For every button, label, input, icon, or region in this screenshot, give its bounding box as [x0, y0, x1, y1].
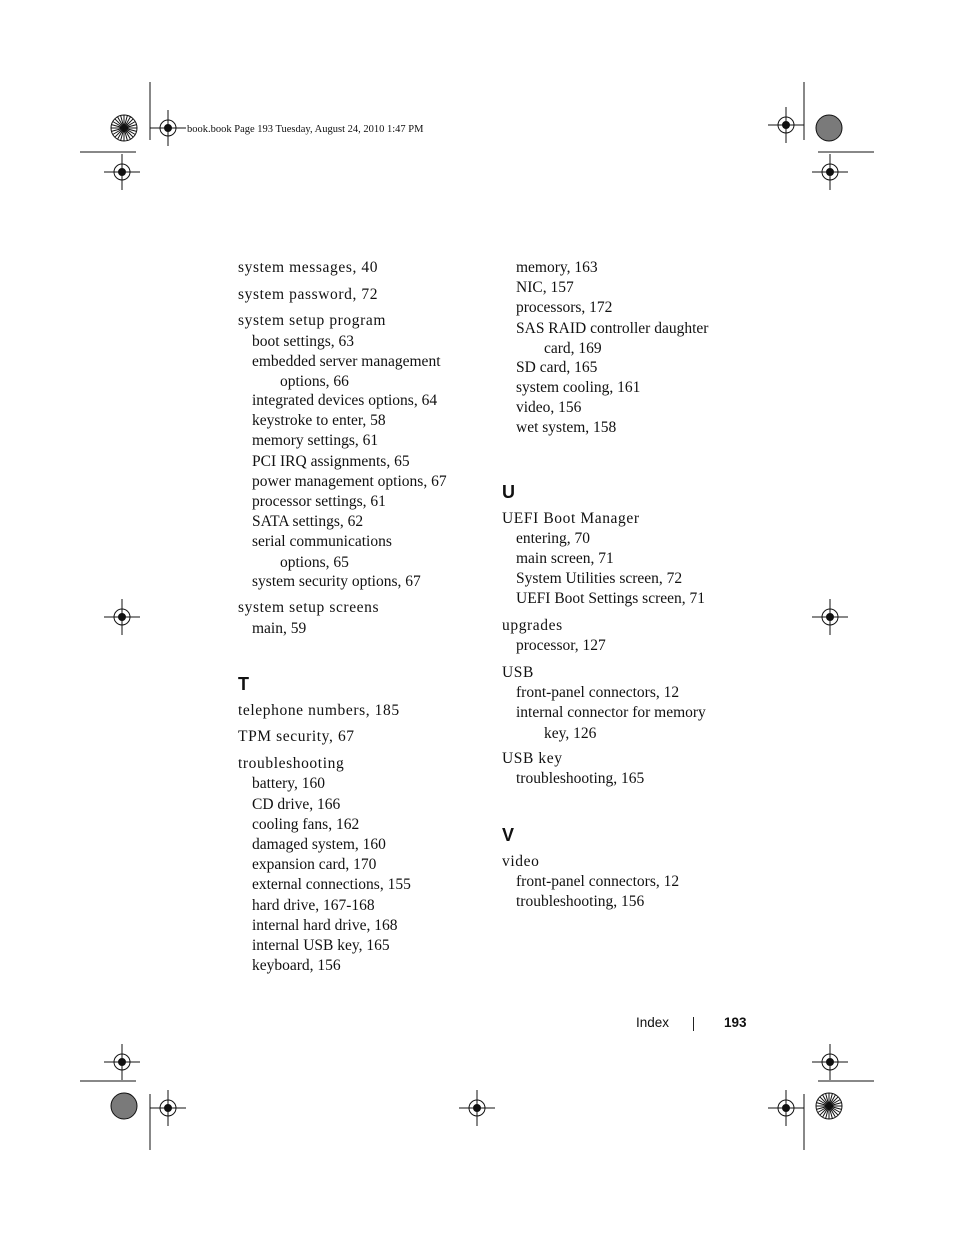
index-entry — [238, 598, 478, 638]
index-main-term: system setup screens — [238, 599, 380, 617]
index-letter-heading-t: T — [238, 673, 249, 694]
index-main-term: system messages, 40 — [238, 259, 379, 276]
index-subentry: SAS RAID controller daughter — [516, 319, 709, 337]
index-subentry: processor, 127 — [516, 637, 606, 655]
index-subentry-continuation: key, 126 — [544, 724, 597, 742]
index-subentry: damaged system, 160 — [252, 835, 386, 853]
index-entry — [502, 749, 742, 789]
print-header-line: book.book Page 193 Tuesday, August 24, 2010 1:47 PM — [187, 124, 424, 135]
index-subentry: SD card, 165 — [516, 358, 598, 376]
index-column-left — [238, 258, 478, 976]
index-subentry: PCI IRQ assignments, 65 — [252, 452, 410, 470]
index-entry — [502, 616, 742, 656]
index-main-term: system password, 72 — [238, 285, 379, 303]
index-entry — [238, 258, 478, 278]
index-main-term: telephone numbers, 185 — [238, 701, 400, 719]
index-subentry: battery, 160 — [252, 775, 326, 793]
index-entry — [238, 311, 478, 591]
index-main-term: TPM security, 67 — [238, 728, 355, 746]
index-entry — [502, 663, 742, 743]
index-subentry: memory settings, 61 — [252, 432, 379, 450]
index-subentry: front-panel connectors, 12 — [516, 872, 680, 890]
index-subentry: NIC, 157 — [516, 279, 574, 297]
index-subentry: integrated devices options, 64 — [252, 392, 438, 410]
index-subentry: processors, 172 — [516, 299, 613, 317]
index-entry — [238, 285, 478, 305]
index-subentry-continuation: card, 169 — [544, 339, 602, 357]
index-subentry: video, 156 — [516, 399, 582, 417]
index-main-term: video — [502, 852, 540, 870]
index-subentry: SATA settings, 62 — [252, 513, 364, 531]
index-subentry: system security options, 67 — [252, 572, 421, 590]
footer-section-label: Index — [636, 1015, 670, 1030]
index-subentry: memory, 163 — [516, 259, 598, 276]
index-subentry: main screen, 71 — [516, 550, 614, 568]
index-entry — [238, 727, 478, 747]
index-main-term: upgrades — [502, 617, 563, 635]
index-subentry: troubleshooting, 165 — [516, 770, 645, 788]
index-subentry-continuation: options, 66 — [280, 373, 349, 391]
index-subentry: embedded server management — [252, 352, 441, 370]
index-group-s-continued — [238, 258, 478, 639]
index-subentry: cooling fans, 162 — [252, 815, 360, 833]
index-group-t — [238, 701, 478, 977]
index-subentry: serial communications — [252, 533, 392, 551]
index-entry — [502, 852, 742, 913]
index-subentry: System Utilities screen, 72 — [516, 570, 683, 588]
footer-separator — [693, 1017, 694, 1031]
index-entry — [238, 754, 478, 976]
index-subentry: CD drive, 166 — [252, 795, 341, 813]
index-main-term: UEFI Boot Manager — [502, 509, 640, 527]
index-column-right — [502, 258, 742, 912]
index-main-term: troubleshooting — [238, 755, 345, 773]
index-subentry: system cooling, 161 — [516, 379, 641, 397]
index-entry — [238, 701, 478, 721]
index-main-term: USB — [502, 664, 534, 682]
index-subentry: boot settings, 63 — [252, 332, 355, 350]
index-main-term: USB key — [502, 750, 563, 768]
index-subentry: internal connector for memory — [516, 704, 706, 722]
index-letter-heading-u: U — [502, 481, 515, 502]
index-subentry: main, 59 — [252, 619, 307, 637]
index-main-term: system setup program — [238, 312, 387, 330]
index-subentry: front-panel connectors, 12 — [516, 684, 680, 702]
index-letter-heading-v: V — [502, 824, 515, 845]
index-subentry: entering, 70 — [516, 529, 591, 547]
index-subentry: expansion card, 170 — [252, 856, 377, 874]
index-group-v — [502, 852, 742, 913]
index-subentry: UEFI Boot Settings screen, 71 — [516, 590, 705, 608]
index-subentry: wet system, 158 — [516, 419, 617, 437]
index-subentry: keyboard, 156 — [252, 957, 341, 975]
index-entry — [502, 509, 742, 610]
index-subentry-continuation: options, 65 — [280, 553, 349, 571]
index-troubleshooting-continued — [502, 258, 742, 439]
index-subentry: internal hard drive, 168 — [252, 916, 398, 934]
index-subentry: processor settings, 61 — [252, 493, 386, 511]
index-subentry: troubleshooting, 156 — [516, 892, 645, 910]
index-subentry: internal USB key, 165 — [252, 936, 390, 954]
index-subentry: power management options, 67 — [252, 472, 447, 490]
index-subentry: external connections, 155 — [252, 876, 411, 894]
index-subentry: hard drive, 167-168 — [252, 896, 375, 914]
index-subentry: keystroke to enter, 58 — [252, 412, 386, 430]
footer-page-number: 193 — [724, 1015, 747, 1030]
index-group-u — [502, 509, 742, 790]
